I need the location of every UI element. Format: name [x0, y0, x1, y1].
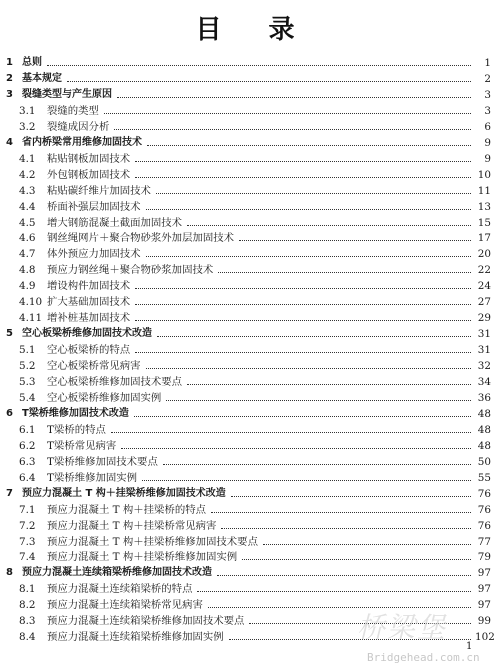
dot-leader	[217, 575, 471, 576]
toc-section-row[interactable]	[0, 422, 491, 438]
dot-leader	[117, 97, 471, 98]
toc-section-row[interactable]	[0, 342, 491, 358]
toc-entry-number: 3	[6, 88, 13, 100]
dot-leader	[142, 480, 471, 481]
toc-entry-number: 5	[6, 328, 13, 340]
toc-entry-number: 4.2	[19, 168, 36, 181]
toc-entry-title: 粘贴碳纤维片加固技术	[47, 184, 151, 197]
toc-entry-title: 桥面补强层加固技术	[47, 200, 141, 213]
toc-entry-page: 20	[477, 248, 491, 261]
toc-entry-title: 预应力混凝土 T 构＋挂梁桥维修加固技术要点	[47, 535, 258, 548]
toc-section-row[interactable]	[0, 502, 491, 518]
toc-entry-title: T梁桥维修加固技术要点	[47, 455, 158, 468]
toc-section-row[interactable]	[0, 183, 491, 199]
toc-entry-title: 预应力混凝土连续箱梁桥维修加固实例	[47, 631, 224, 644]
toc-section-row[interactable]	[0, 310, 491, 326]
toc-entry-page: 97	[477, 583, 491, 596]
dot-leader	[163, 464, 471, 465]
toc-entry-number: 5.1	[19, 344, 36, 357]
dot-leader	[135, 177, 471, 178]
toc-chapter-row[interactable]	[0, 565, 491, 581]
dot-leader	[135, 304, 471, 305]
dot-leader	[135, 320, 471, 321]
dot-leader	[146, 256, 471, 257]
toc-section-row[interactable]	[0, 119, 491, 135]
toc-chapter-row[interactable]	[0, 87, 491, 103]
dot-leader	[104, 113, 471, 114]
toc-section-row[interactable]	[0, 230, 491, 246]
toc-entry-page: 2	[484, 72, 491, 85]
toc-entry-page: 6	[484, 120, 491, 133]
toc-entry-number: 4.6	[19, 232, 36, 245]
dot-leader	[47, 65, 471, 66]
toc-entry-number: 4.8	[19, 264, 36, 277]
dot-leader	[135, 288, 471, 289]
toc-entry-page: 9	[484, 136, 491, 149]
dot-leader	[121, 448, 471, 449]
dot-leader	[156, 193, 471, 194]
toc-entry-number: 7.3	[19, 535, 36, 548]
toc-entry-number: 4.3	[19, 184, 36, 197]
dot-leader	[239, 240, 471, 241]
toc-entry-number: 4.11	[19, 312, 43, 325]
watermark-url: Bridgehead.com.cn	[367, 651, 480, 664]
toc-section-row[interactable]	[0, 374, 491, 390]
dot-leader	[157, 336, 471, 337]
toc-entry-number: 4	[6, 136, 13, 148]
toc-entry-title: 预应力混凝土连续箱梁桥维修加固技术要点	[47, 615, 245, 628]
toc-entry-number: 4.10	[19, 296, 43, 309]
toc-entry-number: 6.2	[19, 439, 36, 452]
toc-entry-page: 24	[477, 280, 491, 293]
toc-entry-title: 扩大基础加固技术	[47, 296, 131, 309]
toc-entry-title: 空心板梁桥维修加固技术要点	[47, 376, 183, 388]
toc-section-row[interactable]	[0, 199, 491, 215]
toc-section-row[interactable]	[0, 167, 491, 183]
toc-entry-page: 17	[477, 232, 491, 245]
dot-leader	[218, 272, 471, 273]
toc-entry-page: 48	[477, 407, 491, 420]
toc-chapter-row[interactable]	[0, 55, 491, 71]
toc-entry-title: 预应力混凝土连续箱梁桥常见病害	[47, 599, 203, 612]
dot-leader	[146, 209, 471, 210]
toc-entry-title: T梁桥的特点	[47, 423, 106, 436]
toc-entry-title: 外包钢板加固技术	[47, 168, 131, 181]
toc-entry-number: 6.4	[19, 471, 36, 484]
toc-entry-title: 预应力混凝土连续箱梁桥的特点	[47, 583, 193, 596]
toc-entry-page: 34	[477, 376, 491, 388]
toc-section-row[interactable]	[0, 294, 491, 310]
watermark-logo	[353, 606, 483, 666]
toc-section-row[interactable]	[0, 358, 491, 374]
toc-entry-title: 预应力混凝土连续箱梁桥维修加固技术改造	[22, 567, 212, 579]
toc-entry-number: 3.2	[19, 120, 36, 133]
toc-entry-number: 7.4	[19, 551, 36, 564]
toc-entry-title: T梁桥维修加固技术改造	[22, 407, 129, 419]
toc-entry-title: 空心板梁桥常见病害	[47, 360, 141, 373]
toc-entry-page: 1	[484, 57, 491, 69]
toc-entry-title: 空心板梁桥的特点	[47, 344, 131, 357]
toc-entry-page: 99	[477, 615, 491, 628]
toc-entry-title: 粘贴钢板加固技术	[47, 152, 131, 165]
toc-entry-title: 裂缝的类型	[47, 104, 99, 117]
toc-entry-title: 总则	[22, 57, 42, 68]
toc-entry-title: 裂缝类型与产生原因	[22, 88, 112, 100]
dot-leader	[146, 368, 471, 369]
page-title-char-2: 录	[268, 14, 296, 45]
toc-entry-number: 8.2	[19, 599, 36, 612]
toc-entry-page: 13	[477, 200, 491, 213]
dot-leader	[187, 384, 471, 385]
toc-entry-page: 97	[477, 599, 491, 612]
toc-entry-number: 5.2	[19, 360, 36, 373]
toc-section-row[interactable]	[0, 262, 491, 278]
toc-entry-page: 76	[477, 487, 491, 500]
toc-section-row[interactable]	[0, 534, 491, 550]
dot-leader	[211, 512, 471, 513]
toc-chapter-row[interactable]	[0, 71, 491, 87]
toc-entry-title: T梁桥维修加固实例	[47, 471, 138, 484]
toc-entry-page: 36	[477, 391, 491, 404]
dot-leader	[114, 129, 471, 130]
toc-entry-number: 7.2	[19, 519, 36, 532]
toc-entry-title: 增设构件加固技术	[47, 280, 131, 293]
toc-chapter-row[interactable]	[0, 486, 491, 502]
toc-section-row[interactable]	[0, 278, 491, 294]
toc-entry-title: 空心板梁桥维修加固实例	[47, 391, 162, 404]
toc-entry-page: 48	[477, 439, 491, 452]
watermark-chinese: 桥梁堡	[357, 611, 448, 644]
toc-chapter-row[interactable]	[0, 406, 491, 422]
toc-entry-number: 8.1	[19, 583, 36, 596]
toc-entry-page: 27	[477, 296, 491, 309]
toc-entry-title: 体外预应力加固技术	[47, 248, 141, 261]
toc-entry-page: 48	[477, 423, 491, 436]
toc-entry-page: 22	[477, 264, 491, 277]
toc-entry-page: 32	[477, 360, 491, 373]
toc-section-row[interactable]	[0, 581, 491, 597]
toc-entry-title: 基本规定	[22, 72, 62, 84]
toc-entry-page: 31	[477, 344, 491, 357]
toc-entry-page: 76	[477, 519, 491, 532]
dot-leader	[67, 81, 471, 82]
toc-entry-number: 7	[6, 487, 13, 499]
toc-entry-number: 7.1	[19, 503, 36, 516]
dot-leader	[263, 544, 471, 545]
toc-entry-title: 预应力钢丝绳＋聚合物砂浆加固技术	[47, 264, 214, 277]
toc-section-row[interactable]	[0, 103, 491, 119]
toc-entry-number: 4.1	[19, 152, 36, 165]
dot-leader	[231, 496, 471, 497]
toc-entry-number: 4.9	[19, 280, 36, 293]
toc-entry-number: 4.7	[19, 248, 36, 261]
dot-leader	[134, 416, 471, 417]
dot-leader	[187, 225, 471, 226]
page-title-char-1: 目	[195, 14, 223, 45]
toc-entry-title: 预应力混凝土 T 构＋挂梁桥维修加固技术改造	[22, 487, 226, 499]
toc-entry-page: 10	[477, 168, 491, 181]
dot-leader	[135, 161, 471, 162]
toc-section-row[interactable]	[0, 438, 491, 454]
toc-entry-number: 4.5	[19, 216, 36, 229]
toc-entry-title: 预应力混凝土 T 构＋挂梁桥常见病害	[47, 519, 217, 532]
toc-entry-title: T梁桥常见病害	[47, 439, 117, 452]
toc-chapter-row[interactable]	[0, 326, 491, 342]
toc-entry-number: 6.1	[19, 423, 36, 436]
toc-section-row[interactable]	[0, 246, 491, 262]
toc-entry-page: 31	[477, 328, 491, 341]
toc-entry-page: 79	[477, 551, 491, 564]
toc-entry-number: 6	[6, 407, 13, 419]
toc-entry-page: 77	[477, 535, 491, 548]
toc-entry-number: 3.1	[19, 104, 36, 117]
toc-entry-title: 裂缝成因分析	[47, 120, 110, 133]
toc-entry-page: 15	[477, 216, 491, 229]
toc-entry-title: 空心板梁桥维修加固技术改造	[22, 328, 152, 340]
toc-entry-title: 预应力混凝土 T 构＋挂梁桥维修加固实例	[47, 551, 238, 564]
toc-entry-page: 3	[484, 104, 491, 117]
toc-section-row[interactable]	[0, 454, 491, 470]
toc-entry-number: 8.4	[19, 631, 36, 644]
toc-entry-number: 8.3	[19, 615, 36, 628]
toc-entry-number: 8	[6, 567, 13, 579]
toc-entry-page: 55	[477, 471, 491, 484]
toc-entry-number: 4.4	[19, 200, 36, 213]
dot-leader	[147, 145, 471, 146]
toc-entry-number: 1	[6, 57, 13, 68]
toc-entry-number: 2	[6, 72, 13, 84]
toc-entry-title: 增大钢筋混凝土截面加固技术	[47, 216, 183, 229]
toc-entry-page: 76	[477, 503, 491, 516]
toc-entry-title: 钢丝绳网片＋聚合物砂浆外加层加固技术	[47, 232, 235, 245]
dot-leader	[166, 400, 471, 401]
dot-leader	[197, 591, 471, 592]
dot-leader	[111, 432, 471, 433]
toc-entry-page: 102	[475, 631, 495, 644]
toc-section-row[interactable]	[0, 215, 491, 231]
toc-entry-number: 5.3	[19, 376, 36, 388]
toc-entry-title: 增补桩基加固技术	[47, 312, 131, 325]
toc-entry-page: 9	[484, 152, 491, 165]
toc-entry-page: 11	[477, 184, 491, 197]
toc-entry-page: 50	[477, 455, 491, 468]
toc-section-row[interactable]	[0, 518, 491, 534]
toc-chapter-row[interactable]	[0, 135, 491, 151]
toc-section-row[interactable]	[0, 470, 491, 486]
dot-leader	[242, 559, 471, 560]
toc-entry-number: 6.3	[19, 455, 36, 468]
toc-entry-title: 省内桥梁常用维修加固技术	[22, 136, 142, 148]
page-number: 1	[466, 641, 473, 652]
dot-leader	[135, 352, 471, 353]
toc-entry-page: 29	[477, 312, 491, 325]
toc-entry-page: 3	[484, 88, 491, 101]
toc-section-row[interactable]	[0, 390, 491, 406]
toc-entry-title: 预应力混凝土 T 构＋挂梁桥的特点	[47, 503, 207, 516]
toc-entry-number: 5.4	[19, 391, 36, 404]
dot-leader	[221, 528, 471, 529]
toc-section-row[interactable]	[0, 549, 491, 565]
toc-section-row[interactable]	[0, 151, 491, 167]
toc-entry-page: 97	[477, 567, 491, 580]
